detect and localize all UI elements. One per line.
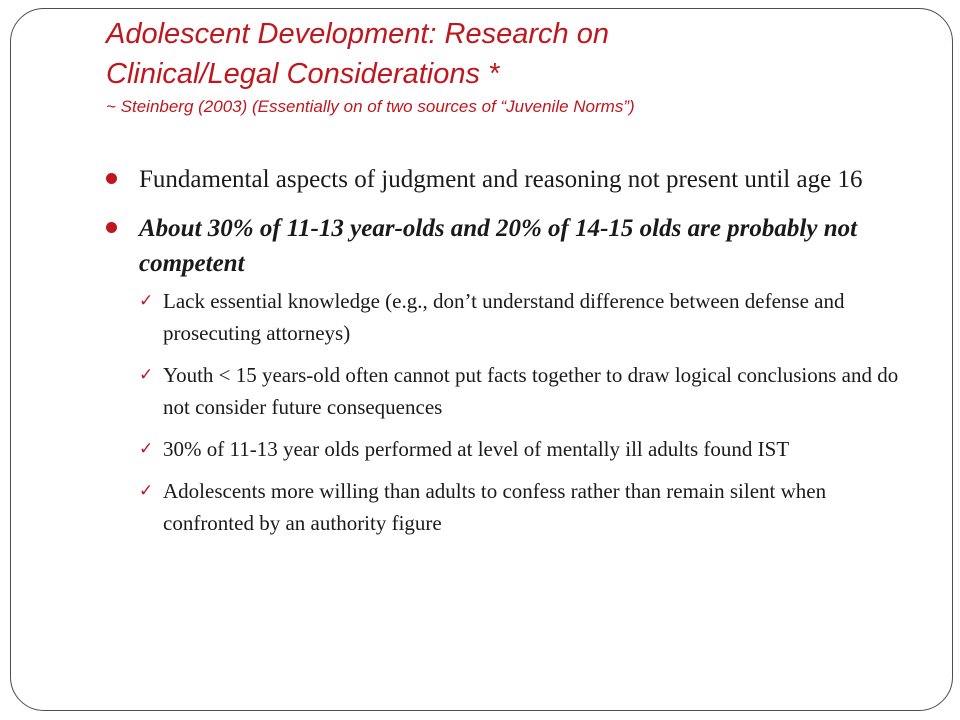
bullet-text-2: About 30% of 11-13 year-olds and 20% of 14-15 olds are probably not competent [139,215,858,277]
sub-bullet-text-4: Adolescents more willing than adults to confess rather than remain silent when confronted by an authority figure [163,479,827,535]
slide-title-line-1: Adolescent Development: Research on [106,18,609,50]
slide-title-line-2: Clinical/Legal Considerations * [106,58,500,90]
sub-bullet-text-1: Lack essential knowledge (e.g., don’t understand difference between defense and prosecuting attorneys) [163,289,845,345]
checkmark-icon: ✓ [139,481,154,501]
sub-bullet-text-3: 30% of 11-13 year olds performed at level of mentally ill adults found IST [163,437,790,461]
filled-circle-bullet-icon [106,222,117,233]
filled-circle-bullet-icon [106,173,117,184]
sub-bullet-item-4 [139,475,906,539]
slide-title-block [106,14,926,118]
bullet-item-1 [106,162,906,197]
bullet-text-1: Fundamental aspects of judgment and reasoning not present until age 16 [139,166,863,193]
checkmark-icon: ✓ [139,365,154,385]
sub-bullet-item-1 [139,285,906,349]
sub-bullet-item-2 [139,359,906,423]
slide-content [106,162,906,549]
sub-bullet-list [106,285,906,539]
bullet-item-2 [106,211,906,281]
checkmark-icon: ✓ [139,439,154,459]
sub-bullet-item-3 [139,433,906,465]
sub-bullet-text-2: Youth < 15 years-old often cannot put facts together to draw logical conclusions and do not consider future consequences [163,363,899,419]
checkmark-icon: ✓ [139,291,154,311]
slide-subtitle: ~ Steinberg (2003) (Essentially on of two sources of “Juvenile Norms”) [106,97,635,116]
